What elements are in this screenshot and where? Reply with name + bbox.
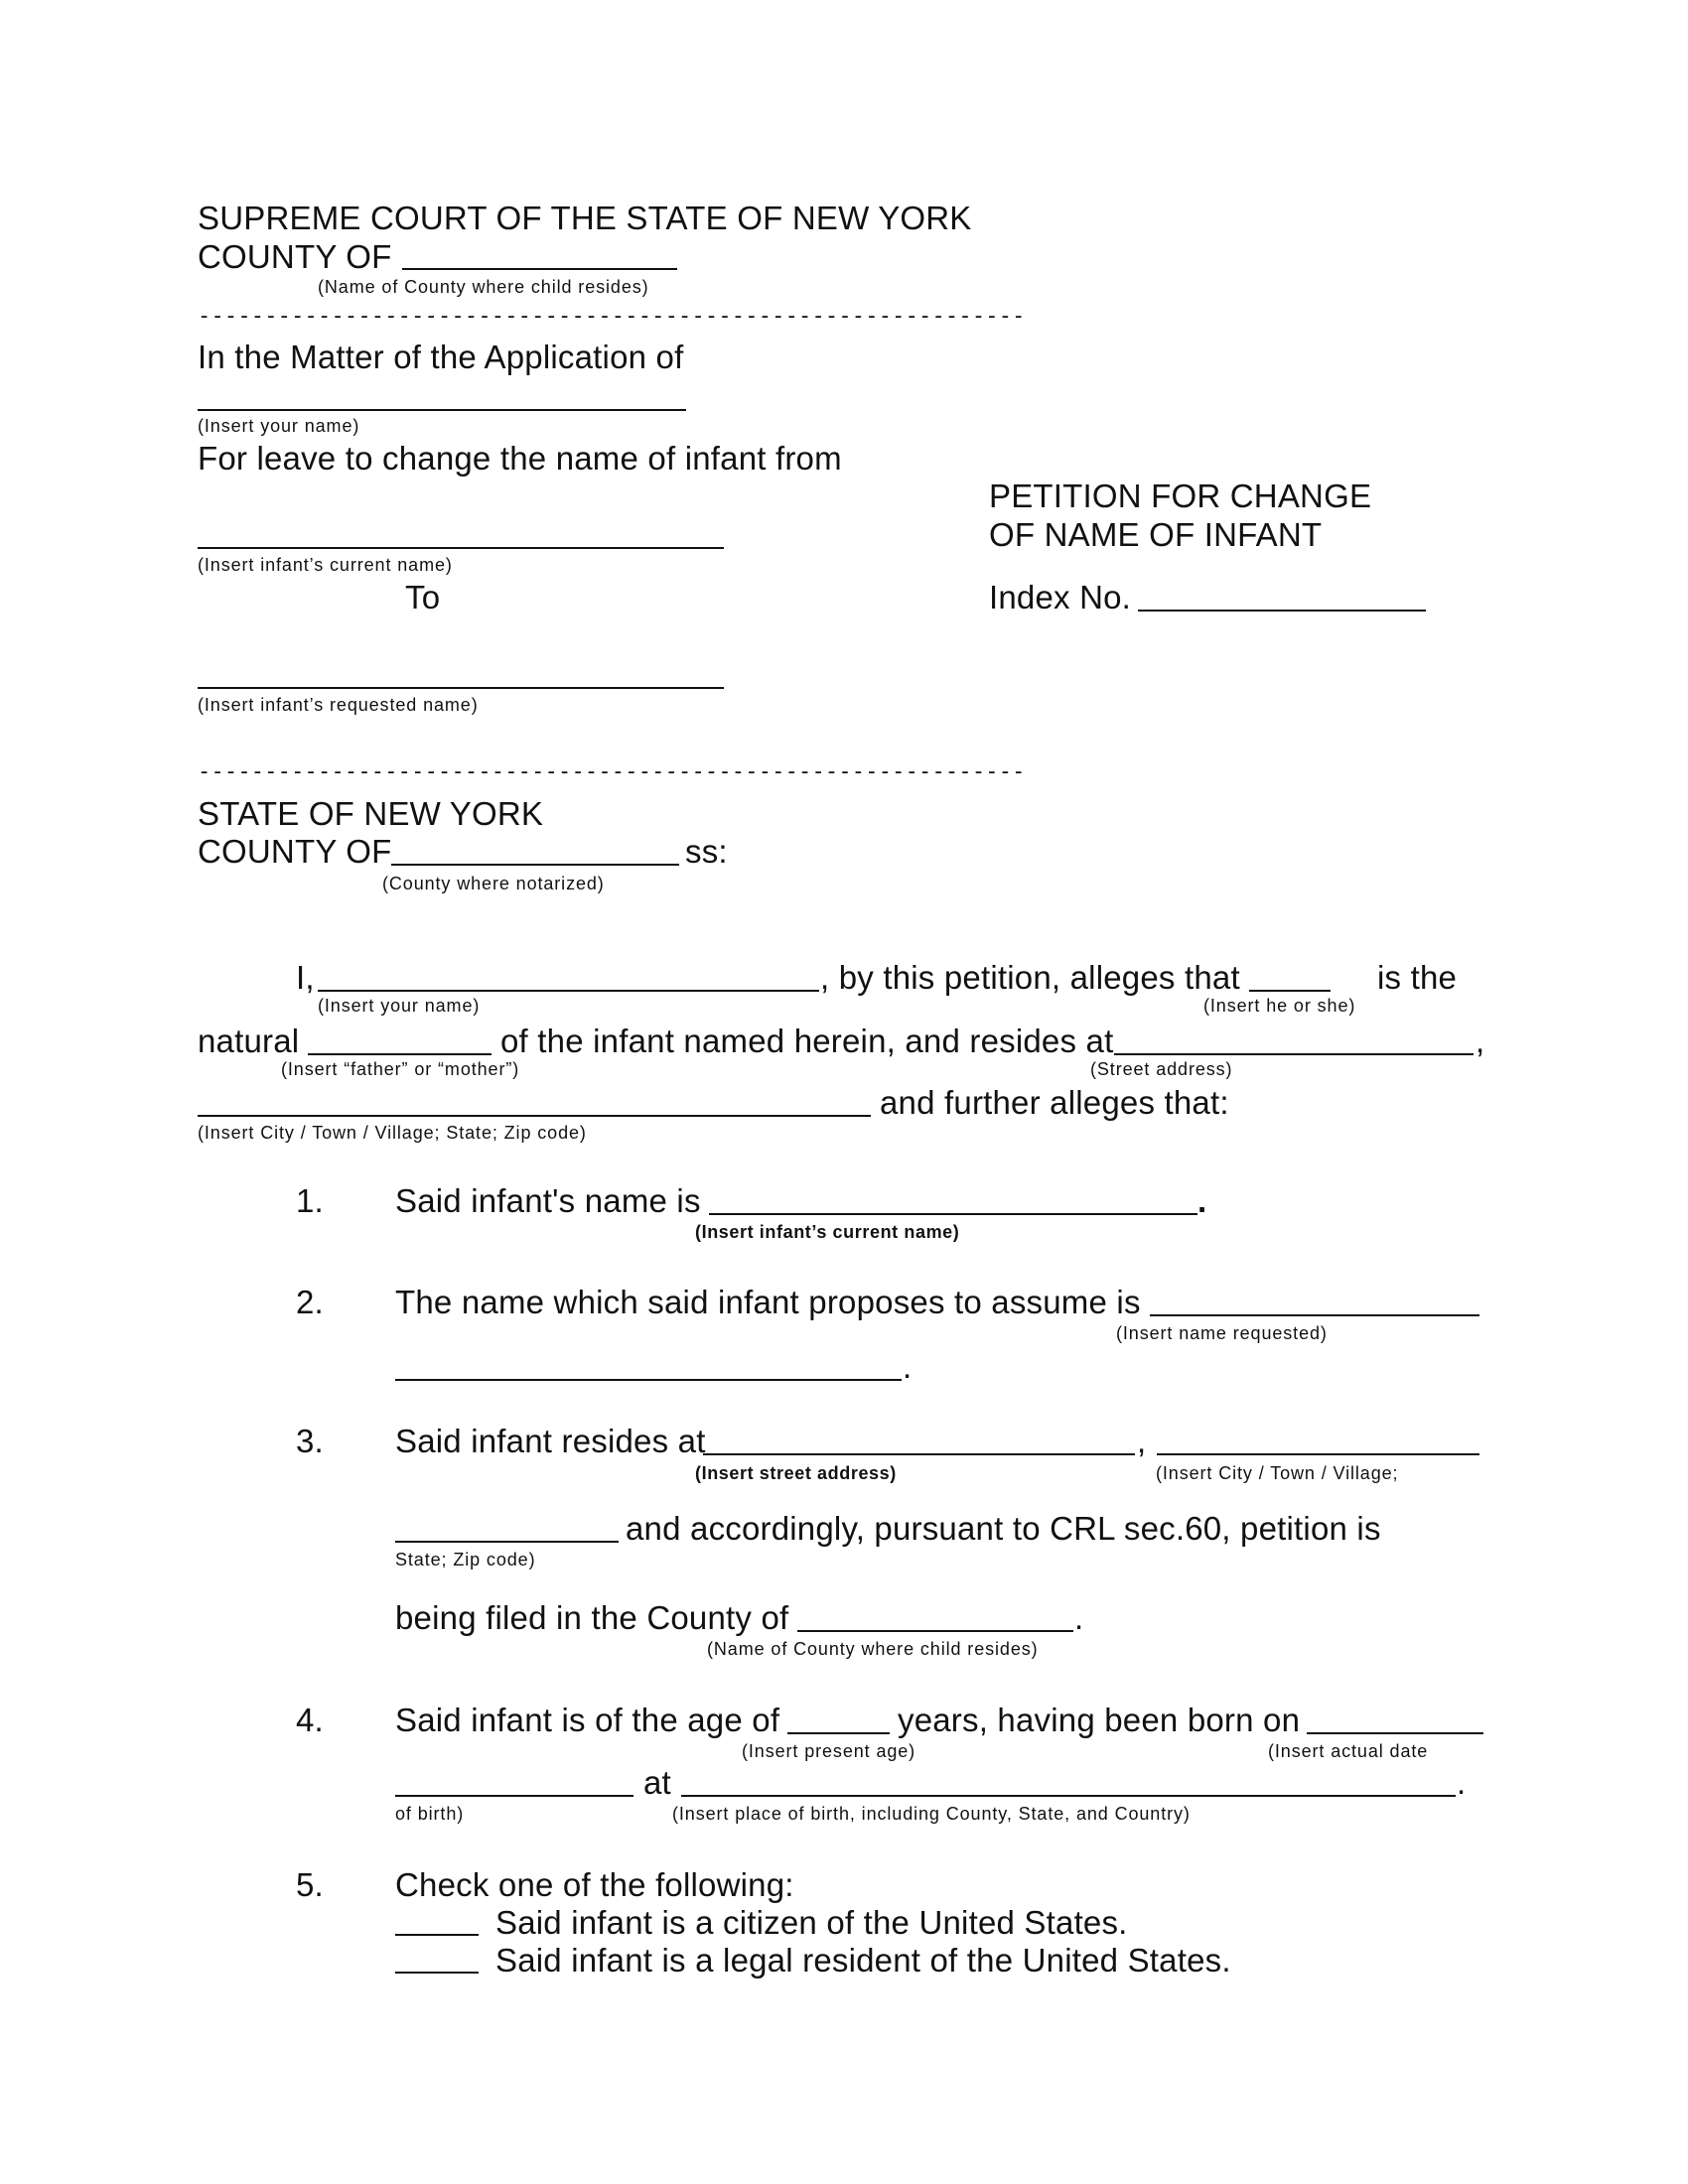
street-address-hint: (Street address)	[1090, 1059, 1233, 1079]
item-3-text: Said infant resides at	[395, 1423, 706, 1459]
legal-resident-option: Said infant is a legal resident of the United States.	[495, 1942, 1231, 1979]
intro-further: and further alleges that:	[880, 1084, 1229, 1121]
index-no-blank[interactable]	[1138, 610, 1426, 612]
item-1-hint: (Insert infant’s current name)	[695, 1222, 960, 1242]
item-4-text1: Said infant is of the age of	[395, 1702, 780, 1738]
father-mother-blank[interactable]	[308, 1053, 492, 1055]
venue-county-hint: (County where notarized)	[382, 874, 605, 893]
item-4-date-blank[interactable]	[1307, 1732, 1483, 1734]
intro-by-petition: , by this petition, alleges that	[820, 959, 1240, 996]
he-she-hint: (Insert he or she)	[1203, 996, 1356, 1016]
item-4-place-hint: (Insert place of birth, including County, State, and Country)	[672, 1804, 1191, 1824]
matter-heading: In the Matter of the Application of	[198, 339, 684, 375]
item-3-being-filed: being filed in the County of	[395, 1599, 789, 1636]
father-mother-hint: (Insert “father” or “mother”)	[281, 1059, 520, 1079]
petition-title-line2: OF NAME OF INFANT	[989, 516, 1323, 553]
petitioner-name-blank[interactable]	[318, 990, 819, 992]
item-3-accordingly: and accordingly, pursuant to CRL sec.60, petition is	[626, 1510, 1381, 1547]
item-3-street-hint: (Insert street address)	[695, 1463, 897, 1483]
item-3-city-blank[interactable]	[1157, 1453, 1479, 1455]
city-state-zip-blank[interactable]	[198, 1115, 871, 1117]
intro-comma: ,	[1476, 1023, 1485, 1059]
citizen-checkbox-blank[interactable]	[395, 1934, 479, 1936]
legal-resident-checkbox-blank[interactable]	[395, 1972, 479, 1974]
for-leave-text: For leave to change the name of infant from	[198, 440, 842, 477]
item-4-dob-hint: of birth)	[395, 1804, 465, 1824]
item-3-state-zip-blank[interactable]	[395, 1541, 619, 1543]
street-address-blank[interactable]	[1114, 1053, 1474, 1055]
item-3-county-blank[interactable]	[797, 1630, 1073, 1632]
item-1-text: Said infant's name is	[395, 1182, 701, 1219]
item-2-name-blank[interactable]	[1150, 1314, 1479, 1316]
item-5-text: Check one of the following:	[395, 1866, 794, 1903]
item-3-street-blank[interactable]	[703, 1453, 1135, 1455]
intro-is-the: is the	[1377, 959, 1458, 996]
petition-title-line1: PETITION FOR CHANGE	[989, 478, 1372, 514]
item-4-date-blank-cont[interactable]	[395, 1795, 633, 1797]
item-2-period: .	[903, 1348, 913, 1385]
item-4-at: at	[643, 1764, 671, 1801]
applicant-name-blank[interactable]	[198, 409, 686, 411]
separator-top: --------------------------------------------------------------	[198, 304, 1026, 329]
applicant-name-hint: (Insert your name)	[198, 416, 360, 436]
county-hint: (Name of County where child resides)	[318, 277, 649, 297]
venue-county-label: COUNTY OF	[198, 833, 392, 870]
county-label: COUNTY OF	[198, 238, 392, 275]
city-state-zip-hint: (Insert City / Town / Village; State; Zip code)	[198, 1123, 587, 1143]
item-4-age-hint: (Insert present age)	[742, 1741, 916, 1761]
court-name: SUPREME COURT OF THE STATE OF NEW YORK	[198, 200, 972, 236]
venue-state: STATE OF NEW YORK	[198, 795, 544, 832]
to-label: To	[405, 579, 441, 615]
item-4-period: .	[1457, 1764, 1467, 1801]
item-4-text2: years, having been born on	[898, 1702, 1301, 1738]
item-4-number: 4.	[296, 1702, 324, 1738]
item-2-hint: (Insert name requested)	[1116, 1323, 1328, 1343]
item-4-date-hint: (Insert actual date	[1268, 1741, 1429, 1761]
separator-bottom: --------------------------------------------------------------	[198, 759, 1026, 784]
venue-county-blank[interactable]	[391, 864, 679, 866]
item-5-number: 5.	[296, 1866, 324, 1903]
item-3-city-hint: (Insert City / Town / Village;	[1156, 1463, 1399, 1483]
he-she-blank[interactable]	[1249, 990, 1331, 992]
item-1-period: .	[1197, 1182, 1207, 1219]
requested-name-hint: (Insert infant’s requested name)	[198, 695, 479, 715]
item-3-number: 3.	[296, 1423, 324, 1459]
item-4-place-blank[interactable]	[681, 1795, 1456, 1797]
current-name-hint: (Insert infant’s current name)	[198, 555, 453, 575]
county-blank[interactable]	[402, 268, 677, 270]
item-1-name-blank[interactable]	[709, 1213, 1197, 1215]
item-3-state-zip-hint: State; Zip code)	[395, 1550, 536, 1570]
item-2-number: 2.	[296, 1284, 324, 1320]
item-3-county-hint: (Name of County where child resides)	[707, 1639, 1039, 1659]
requested-name-blank[interactable]	[198, 687, 724, 689]
citizen-option: Said infant is a citizen of the United States.	[495, 1904, 1128, 1941]
venue-ss: ss:	[685, 833, 728, 870]
item-2-text: The name which said infant proposes to assume is	[395, 1284, 1141, 1320]
current-name-blank[interactable]	[198, 547, 724, 549]
intro-i: I,	[296, 959, 315, 996]
item-2-name-blank-cont[interactable]	[395, 1379, 902, 1381]
intro-natural: natural	[198, 1023, 300, 1059]
item-3-comma: ,	[1137, 1423, 1147, 1459]
intro-of-infant: of the infant named herein, and resides at	[500, 1023, 1114, 1059]
index-no-label: Index No.	[989, 579, 1132, 615]
item-4-age-blank[interactable]	[787, 1732, 890, 1734]
item-3-period: .	[1074, 1599, 1084, 1636]
item-1-number: 1.	[296, 1182, 324, 1219]
petitioner-name-hint: (Insert your name)	[318, 996, 481, 1016]
